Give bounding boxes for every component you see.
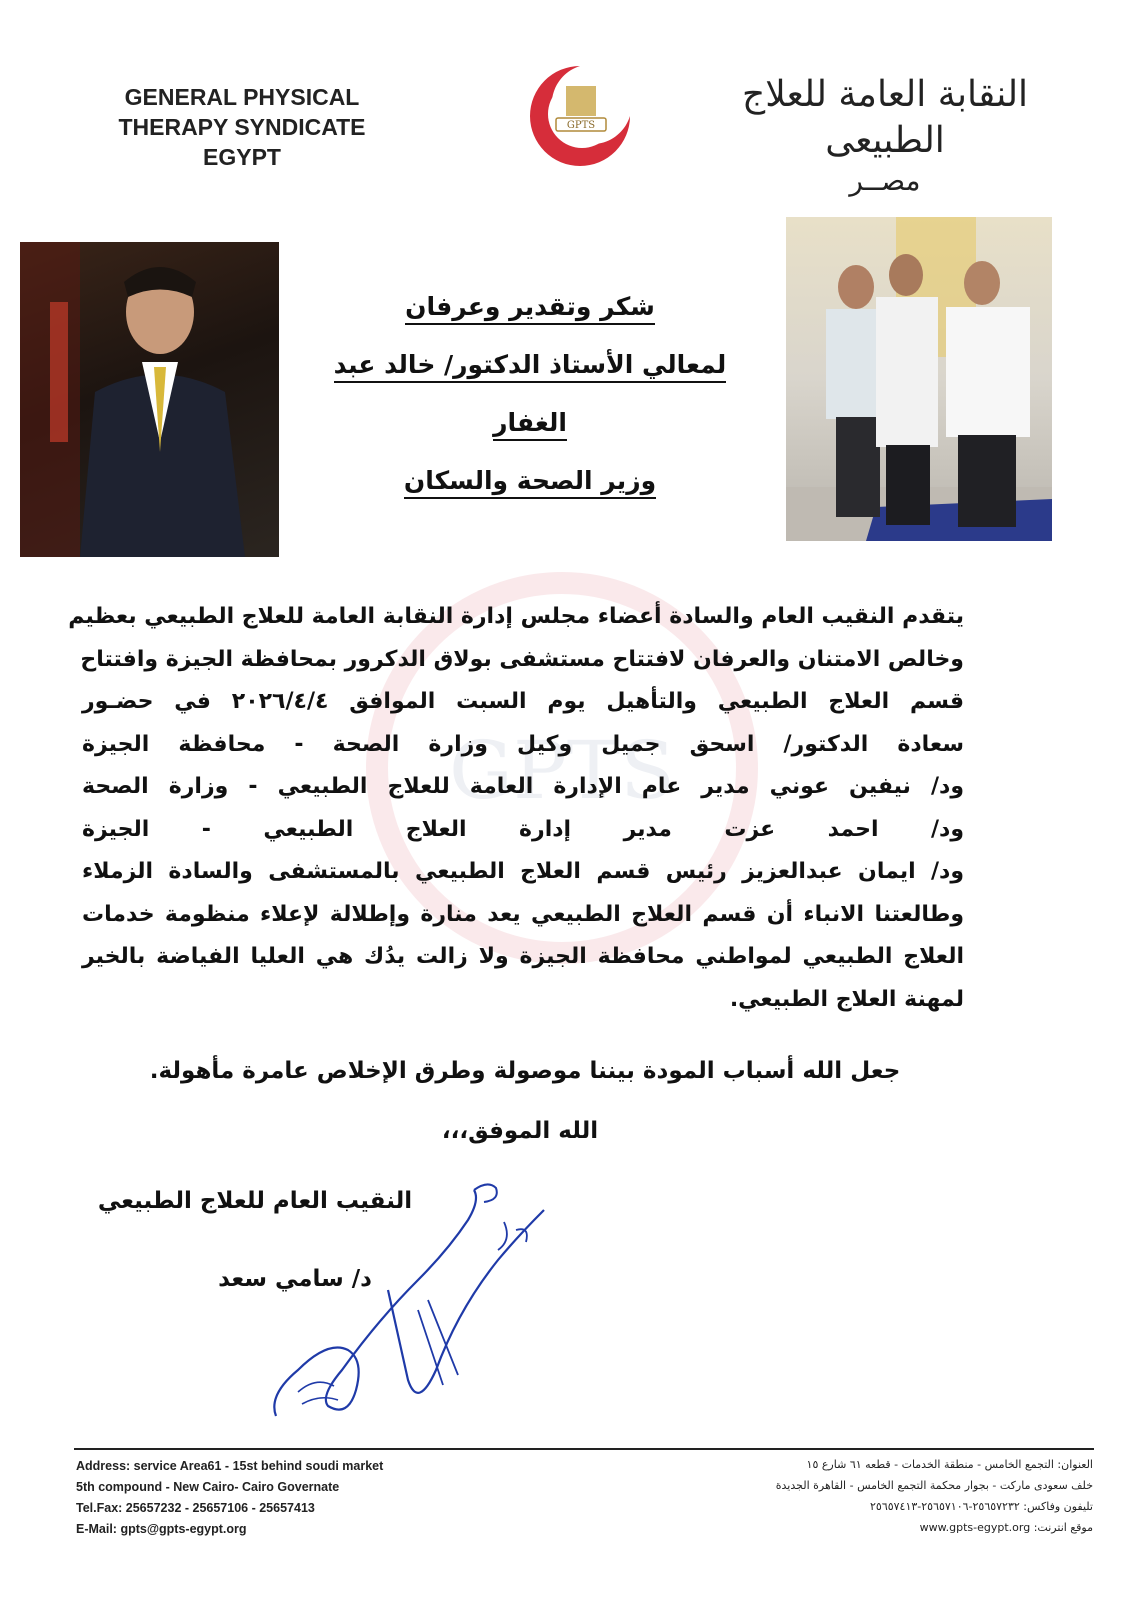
closing-prayer: جعل الله أسباب المودة بيننا موصولة وطرق الإخلاص عامرة مأهولة. — [149, 1058, 901, 1084]
footer-phone-line: تليفون وفاكس: ٢٥٦٥٧٢٣٢-٢٥٦٥٧١٠٦-٢٥٦٥٧٤١٣ — [870, 1500, 1093, 1513]
handwritten-signature — [268, 1180, 568, 1430]
footer-phone-line: Tel.Fax: 25657232 - 25657106 - 25657413 — [76, 1501, 315, 1515]
svg-text:GPTS: GPTS — [449, 724, 675, 817]
footer-address-line: خلف سعودى ماركت - بجوار محكمة التجمع الخامس - القاهرة الجديدة — [775, 1479, 1093, 1492]
gpts-logo — [526, 62, 634, 170]
body-line: ود/ نيفين عوني مدير عام الإدارة العامة للعلاج الطبيعي - وزارة الصحة — [82, 774, 964, 799]
body-line: وخالص الامتنان والعرفان لافتتاح مستشفى بولاق الدكرور بمحافظة الجيزة وافتتاح — [80, 646, 964, 672]
body-line: العلاج الطبيعي لمواطني محافظة الجيزة ولا زالت يدُك هي العليا الفياضة بالخير — [82, 944, 964, 969]
heading-title: وزير الصحة والسكان — [404, 466, 656, 499]
footer-address-line: العنوان: التجمع الخامس - منطقة الخدمات - قطعه ٦١ شارع ١٥ — [806, 1458, 1093, 1471]
english-syndicate-name — [92, 82, 392, 172]
svg-text:GPTS: GPTS — [566, 120, 596, 131]
footer-divider — [74, 1448, 1094, 1450]
minister-portrait-photo — [20, 242, 279, 557]
footer-arabic-contact — [663, 1454, 1093, 1538]
footer-address-line: 5th compound - New Cairo- Cairo Governate — [76, 1480, 340, 1494]
arabic-country: مصــر — [849, 164, 921, 197]
heading-thanks: شكر وتقدير وعرفان — [405, 292, 655, 325]
body-line: لمهنة العلاج الطبيعي. — [729, 986, 964, 1012]
body-line: وطالعتنا الانباء أن قسم العلاج الطبيعي يعد منارة وإطلالة لإعلاء منظومة خدمات — [82, 901, 964, 927]
arabic-syndicate-name — [695, 72, 1075, 198]
body-line: سعادة الدكتور/ اسحق جميل وكيل وزارة الصحة - محافظة الجيزة — [82, 731, 964, 757]
heading-recipient: لمعالي الأستاذ الدكتور/ خالد عبد الغفار — [334, 350, 727, 441]
letter-headings — [300, 278, 760, 510]
signatory-title: النقيب العام للعلاج الطبيعي — [97, 1188, 413, 1214]
arabic-name-line: النقابة العامة للعلاج الطبيعى — [741, 74, 1029, 161]
body-line: قسم العلاج الطبيعي والتأهيل يوم السبت الموافق ٢٠٢٦/٤/٤ في حضـور — [82, 689, 964, 714]
footer-english-contact — [76, 1456, 496, 1540]
footer-address-line: Address: service Area61 - 15st behind soudi market — [76, 1459, 384, 1473]
footer-email-link[interactable]: E-Mail: gpts@gpts-egypt.org — [76, 1522, 247, 1536]
english-name-line: EGYPT — [203, 144, 281, 170]
closing-muwafaq: الله الموفق،،، — [441, 1118, 599, 1144]
footer-website-link[interactable]: موقع انترنت: www.gpts-egypt.org — [919, 1521, 1093, 1534]
english-name-line: THERAPY SYNDICATE — [118, 114, 366, 140]
body-line: ود/ احمد عزت مدير إدارة العلاج الطبيعي - الجيزة — [82, 816, 964, 842]
signatory-name: د/ سامي سعد — [218, 1266, 372, 1292]
english-name-line: GENERAL PHYSICAL — [124, 84, 360, 110]
body-line: يتقدم النقيب العام والسادة أعضاء مجلس إدارة النقابة العامة للعلاج الطبيعي بعظيم — [68, 604, 964, 629]
body-line: ود/ ايمان عبدالعزيز رئيس قسم العلاج الطبيعي بالمستشفى والسادة الزملاء — [82, 859, 964, 884]
letter-body — [68, 596, 964, 1021]
hospital-visit-photo — [786, 217, 1052, 541]
